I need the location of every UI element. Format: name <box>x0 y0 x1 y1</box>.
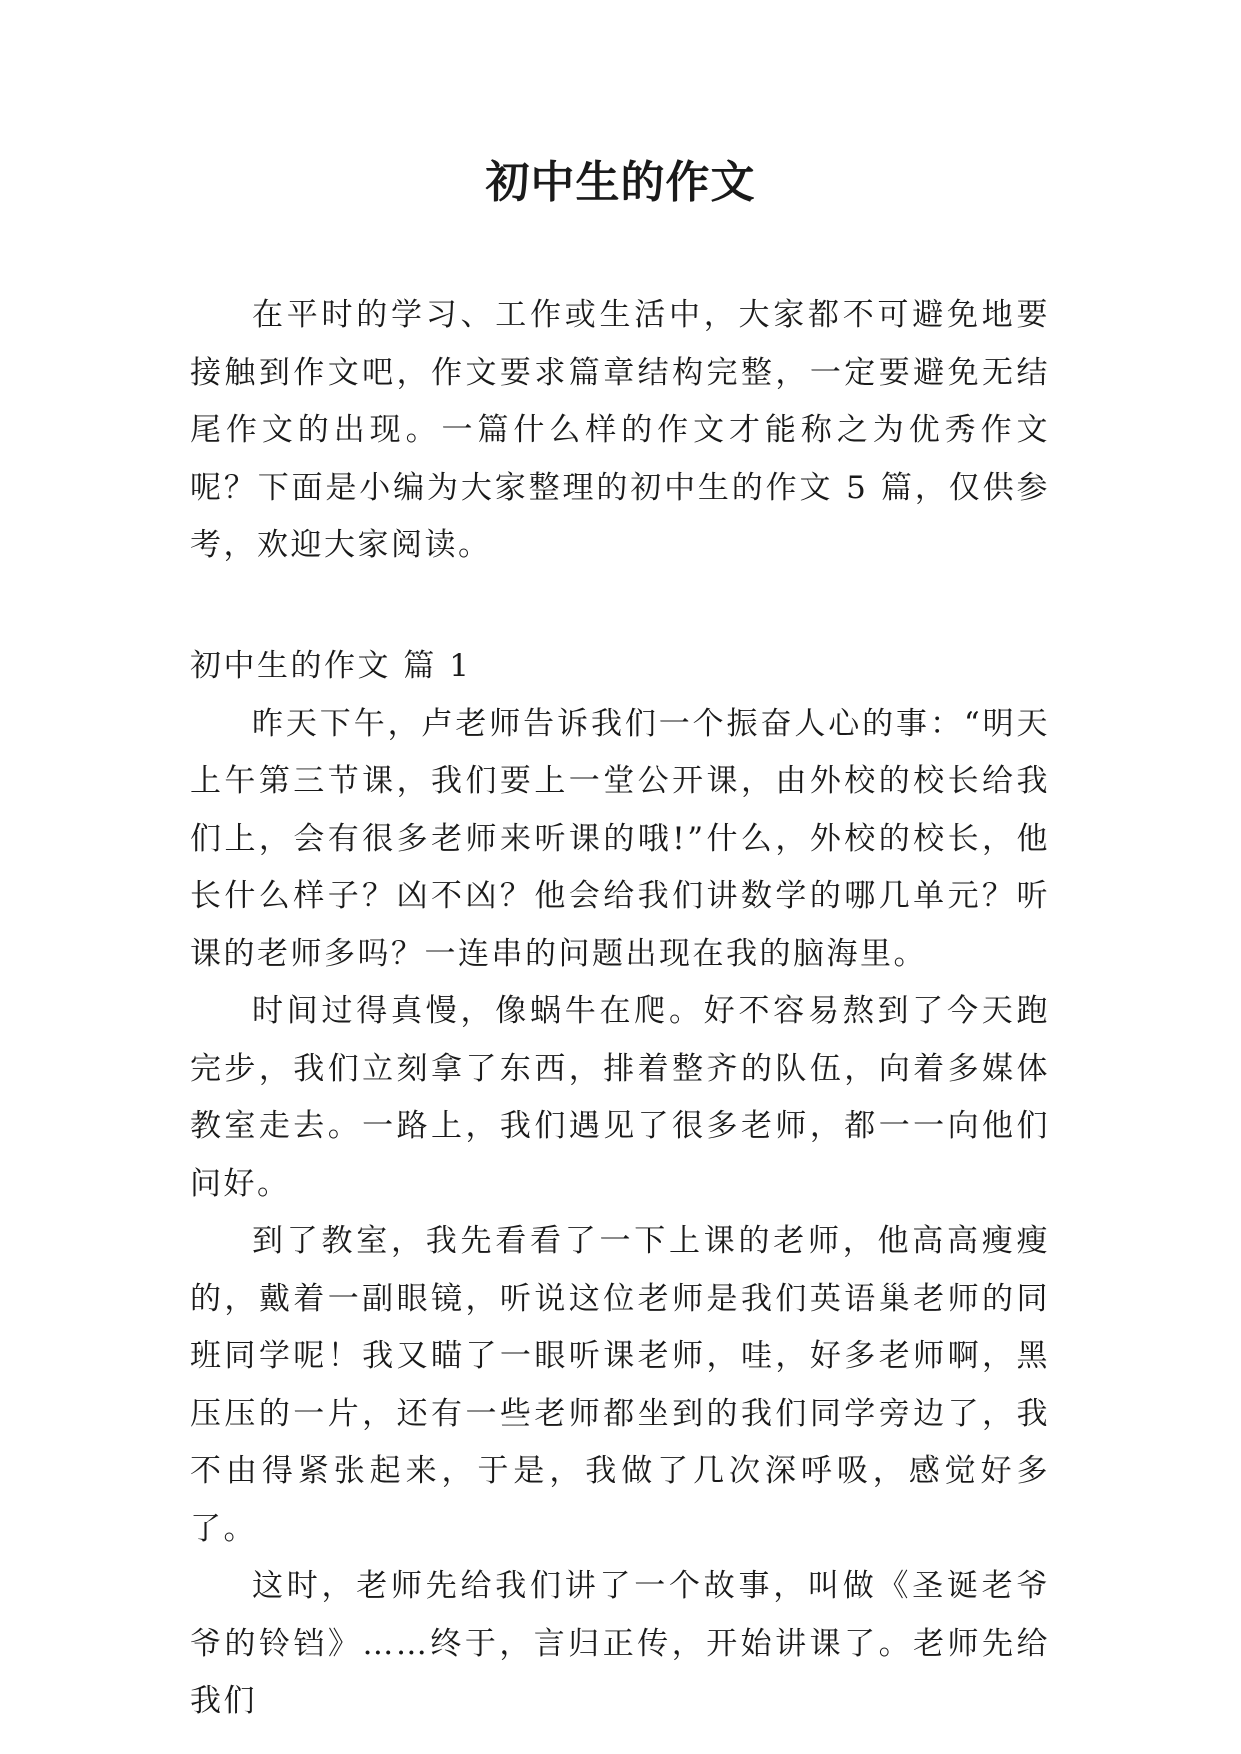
essay-paragraph: 时间过得真慢，像蜗牛在爬。好不容易熬到了今天跑完步，我们立刻拿了东西，排着整齐的队伍，向着多媒体教室走去。一路上，我们遇见了很多老师，都一一向他们问好。 <box>190 993 1050 1202</box>
essay-section-1 <box>190 638 1050 1731</box>
document-title: 初中生的作文 <box>485 157 756 208</box>
essay-paragraph: 昨天下午，卢老师告诉我们一个振奋人心的事：“明天上午第三节课，我们要上一堂公开课，由外校的校长给我们上，会有很多老师来听课的哦!”什么，外校的校长，他长什么样子？凶不凶？他会给我们讲数学的哪几单元？听课的老师多吗？一连串的问题出现在我的脑海里。 <box>190 705 1050 972</box>
intro-block <box>190 287 1050 575</box>
intro-paragraph: 在平时的学习、工作或生活中，大家都不可避免地要接触到作文吧，作文要求篇章结构完整，一定要避免无结尾作文的出现。一篇什么样的作文才能称之为优秀作文呢？下面是小编为大家整理的初中生的作文 5 篇，仅供参考，欢迎大家阅读。 <box>190 297 1050 563</box>
essay-paragraph: 到了教室，我先看看了一下上课的老师，他高高瘦瘦的，戴着一副眼镜，听说这位老师是我们英语巢老师的同班同学呢！我又瞄了一眼听课老师，哇，好多老师啊，黑压压的一片，还有一些老师都坐到的我们同学旁边了，我不由得紧张起来，于是，我做了几次深呼吸，感觉好多了。 <box>190 1223 1050 1547</box>
section-heading: 初中生的作文 篇 1 <box>190 648 472 684</box>
essay-paragraph: 这时，老师先给我们讲了一个故事，叫做《圣诞老爷爷的铃铛》……终于，言归正传，开始讲课了。老师先给我们 <box>190 1568 1050 1719</box>
